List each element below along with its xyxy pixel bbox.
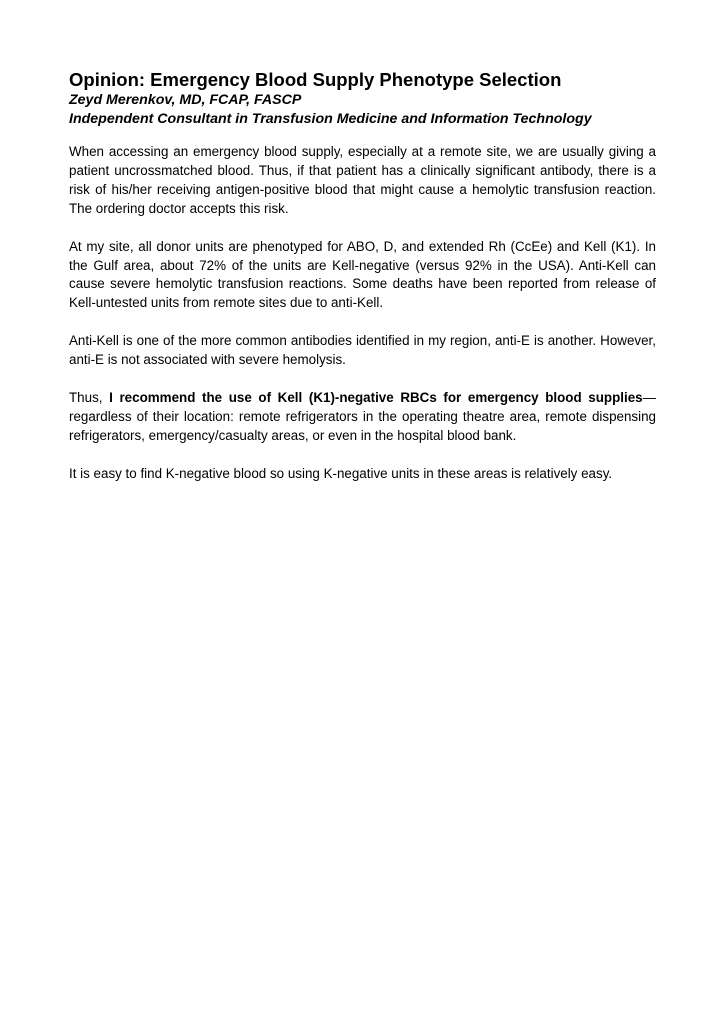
paragraph-2: At my site, all donor units are phenotyped for ABO, D, and extended Rh (CcEe) and Kell (K1). In the Gulf area, about 72% of the units are Kell-negative (versus 92% in the USA). Anti-Kell can cause severe hemolytic transfusion reactions. Some deaths have been reported from release of Kell-untested units from remote sites due to anti-Kell. xyxy=(69,238,656,311)
author-line: Zeyd Merenkov, MD, FCAP, FASCP xyxy=(69,92,302,108)
affiliation-line: Independent Consultant in Transfusion Medicine and Information Technology xyxy=(69,111,592,127)
paragraph-5: It is easy to find K-negative blood so using K-negative units in these areas is relatively easy. xyxy=(69,465,613,481)
recommendation-emphasis: I recommend the use of Kell (K1)-negative RBCs for emergency blood supplies xyxy=(109,390,643,406)
paragraph-4-lead: Thus, xyxy=(69,390,110,406)
document-title: Opinion: Emergency Blood Supply Phenotype Selection xyxy=(69,69,562,90)
paragraph-1: When accessing an emergency blood supply, especially at a remote site, we are usually giving a patient uncrossmatched blood. Thus, if that patient has a clinically significant antibody, there is a risk of his/her receiving antigen-positive blood that might cause a hemolytic transfusion reaction. The ordering doctor accepts this risk. xyxy=(69,144,656,216)
document-body xyxy=(69,143,656,484)
document-page xyxy=(69,69,656,503)
paragraph-4-rest: —regardless of their location: remote refrigerators in the operating theatre area, remote dispensing refrigerators, emergency/casualty areas, or even in the hospital blood bank. xyxy=(69,390,656,443)
paragraph-3: Anti-Kell is one of the more common antibodies identified in my region, anti-E is another. However, anti-E is not associated with severe hemolysis. xyxy=(69,333,656,368)
paragraph-4 xyxy=(69,389,656,446)
